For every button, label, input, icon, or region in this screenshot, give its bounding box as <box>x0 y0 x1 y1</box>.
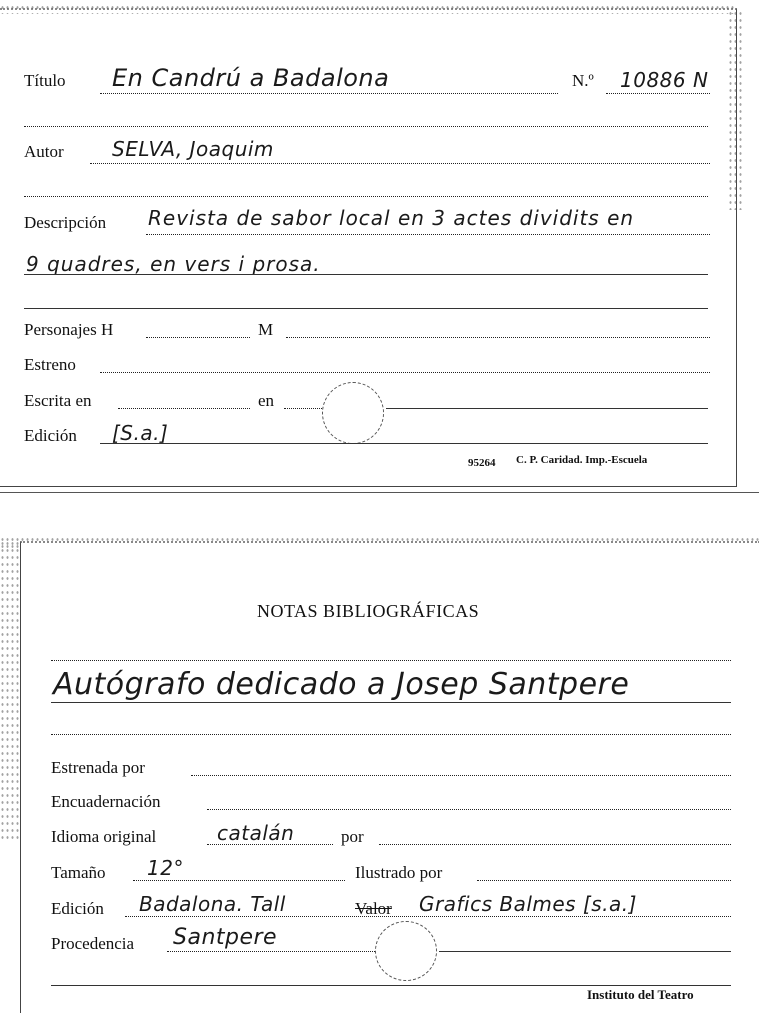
edicion-label: Edición <box>51 899 104 918</box>
idioma-por-label: por <box>341 827 364 846</box>
titulo-line <box>100 93 558 94</box>
estreno-label: Estreno <box>24 355 76 374</box>
escrita-label: Escrita en <box>24 391 92 410</box>
numero-value: 10886 N <box>620 68 709 92</box>
descripcion-line-2-rule <box>24 274 708 275</box>
idioma-por-line <box>379 844 731 845</box>
personajes-m-line <box>286 337 710 338</box>
card-divider <box>0 492 759 493</box>
edicion-value-part-2: Grafics Balmes [s.a.] <box>419 892 637 916</box>
tamano-label: Tamaño <box>51 863 106 882</box>
escrita-en-label: en <box>258 391 275 410</box>
autor-line <box>90 163 710 164</box>
descripcion-line-2: 9 quadres, en vers i prosa. <box>26 252 321 276</box>
catalog-card-back <box>20 541 759 1013</box>
personajes-h-line <box>146 337 250 338</box>
idioma-value: catalán <box>217 821 295 845</box>
institution-label: Instituto del Teatro <box>587 987 694 1002</box>
numero-line <box>606 93 710 94</box>
blank-line <box>51 734 731 735</box>
personajes-m-label: M <box>258 320 274 339</box>
punch-hole-circle <box>322 382 384 444</box>
idioma-label: Idioma original <box>51 827 157 846</box>
escrita-en-line-left <box>284 408 322 409</box>
encuadernacion-label: Encuadernación <box>51 792 161 811</box>
edicion-value-part-1: Badalona. Tall <box>139 892 286 916</box>
note-line <box>51 702 731 703</box>
escrita-line <box>118 408 250 409</box>
procedencia-line-left <box>167 951 375 952</box>
tamano-value: 12° <box>147 856 184 880</box>
edicion-line <box>100 443 708 444</box>
encuadernacion-line <box>207 809 731 810</box>
printer-code: 95264 <box>468 457 496 469</box>
valor-label: Valor <box>355 899 392 918</box>
card-heading: NOTAS BIBLIOGRÁFICAS <box>257 601 480 621</box>
tamano-line <box>133 880 345 881</box>
edicion-value: [S.a.] <box>112 421 169 445</box>
estreno-line <box>100 372 710 373</box>
blank-line <box>24 196 708 197</box>
descripcion-label: Descripción <box>24 213 107 232</box>
card-edge-texture <box>0 4 736 14</box>
card-edge-texture <box>728 10 742 210</box>
printer-text: C. P. Caridad. Imp.-Escuela <box>516 454 648 466</box>
descripcion-line <box>146 234 710 235</box>
blank-line <box>24 308 708 309</box>
punch-hole-circle <box>375 921 437 981</box>
estrenada-label: Estrenada por <box>51 758 145 777</box>
numero-label: N.º <box>572 71 594 90</box>
card-edge-texture <box>0 540 22 840</box>
edicion-line <box>125 916 731 917</box>
procedencia-line-right <box>439 951 731 952</box>
edicion-label: Edición <box>24 426 77 445</box>
idioma-line <box>207 844 333 845</box>
personajes-label: Personajes H <box>24 320 114 339</box>
ilustrado-line <box>477 880 731 881</box>
blank-line <box>24 126 708 127</box>
descripcion-line-1: Revista de sabor local en 3 actes dividits en <box>148 206 635 230</box>
escrita-en-line-right <box>386 408 708 409</box>
titulo-label: Título <box>24 71 66 90</box>
catalog-card-front <box>0 8 737 487</box>
ilustrado-label: Ilustrado por <box>355 863 443 882</box>
titulo-value: En Candrú a Badalona <box>112 64 390 92</box>
autor-label: Autor <box>24 142 64 161</box>
note-value: Autógrafo dedicado a Josep Santpere <box>53 667 630 702</box>
autor-value: SELVA, Joaquim <box>112 137 274 161</box>
note-line-top <box>51 660 731 661</box>
bottom-rule <box>51 985 731 986</box>
procedencia-label: Procedencia <box>51 934 135 953</box>
estrenada-line <box>191 775 731 776</box>
procedencia-value: Santpere <box>173 925 278 950</box>
